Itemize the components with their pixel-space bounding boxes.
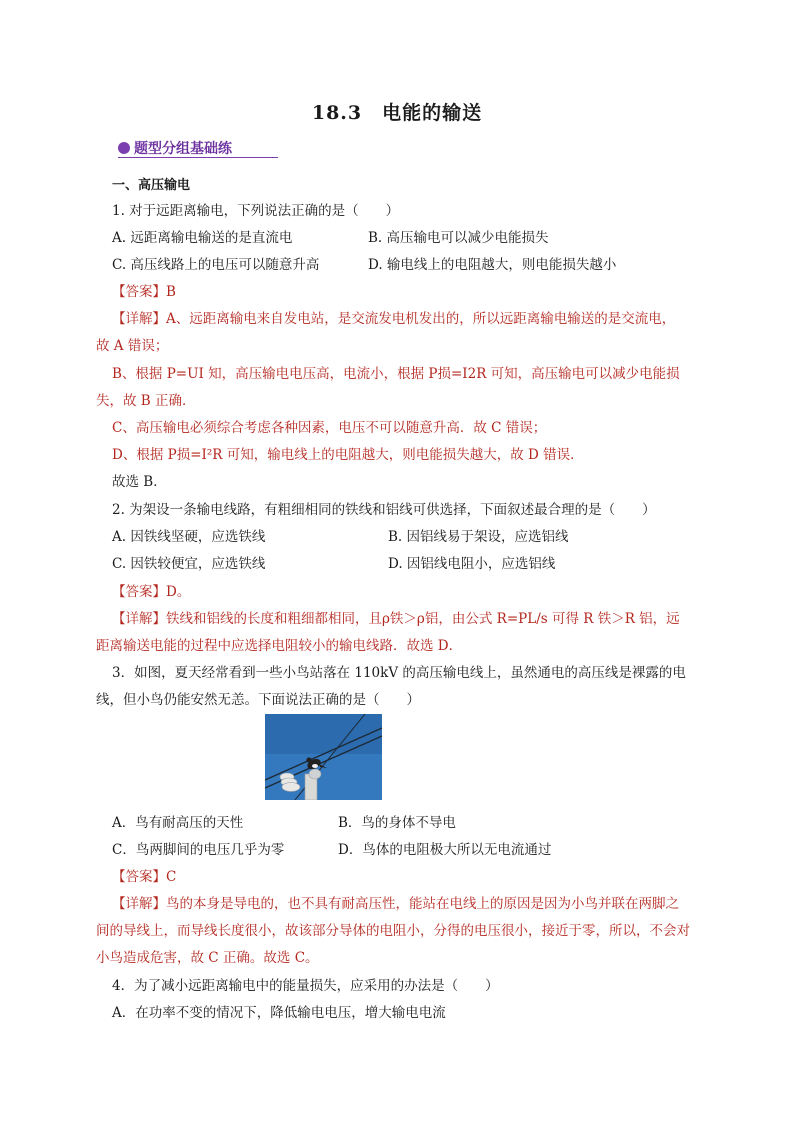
detail-tag: 【详解】 [112,611,166,627]
detail-text: 鸟的本身是导电的，也不具有耐高压性，能站在电线上的原因是因为小鸟并联在两脚之 [166,896,679,912]
q1-option-d: D. 输电线上的电阻越大，则电能损失越小 [368,257,617,273]
detail-text: A、远距离输电来自发电站，是交流发电机发出的，所以远距离输电输送的是交流电， [166,311,676,327]
answer-value: D。 [166,584,191,600]
detail-tag: 【详解】 [112,311,166,327]
q1-detail-line-7: 故选 B． [112,474,167,490]
section-tag-label: 题型分组基础练 [134,141,232,157]
q2-option-d: D. 因铝线电阻小，应选铝线 [388,556,556,572]
answer-value: C [166,869,177,885]
q3-stem-line-2: 线，但小鸟仍能安然无恙。下面说法正确的是（ ） [96,692,420,708]
answer-tag: 【答案】 [112,284,166,300]
q2-detail-line-1 [112,607,680,627]
q1-detail-line-4: 失，故 B 正确． [96,393,196,409]
q3-option-b: B．鸟的身体不导电 [338,815,456,831]
q1-stem: 1. 对于远距离输电，下列说法正确的是（ ） [112,203,400,219]
q1-detail-line-3: B、根据 P=UI 知，高压输电电压高，电流小，根据 P损=I2R 可知，高压输电可以减少电能损 [112,366,680,382]
q3-detail-line-1 [112,892,679,912]
section-underline [118,157,278,158]
q4-stem: 4．为了减小远距离输电中的能量损失，应采用的办法是（ ） [112,978,499,994]
subsection-heading: 一、高压输电 [112,178,191,193]
bullet-dot-icon [118,142,130,154]
detail-text: 铁线和铝线的长度和粗细都相同，且ρ铁＞ρ铝，由公式 R=ΡL/s 可得 R 铁＞R 铝，远 [166,611,680,627]
q1-detail-line-6: D、根据 P损=I²R 可知，输电线上的电阻越大，则电能损失越大，故 D 错误． [112,447,584,463]
page-title: 18.3 电能的输送 [311,102,483,124]
q1-detail-line-5: C、高压输电必须综合考虑各种因素，电压不可以随意升高．故 C 错误； [112,420,547,436]
q3-detail-line-3: 小鸟造成危害，故 C 正确。故选 C。 [96,950,319,966]
q2-detail-line-2: 距离输送电能的过程中应选择电阻较小的输电线路．故选 D． [96,638,463,654]
section-tag [118,138,232,158]
bird-on-power-line-photo [265,714,382,800]
q3-stem-line-1: 3．如图，夏天经常看到一些小鸟站落在 110kV 的高压输电线上，虽然通电的高压线是裸露的电 [112,665,686,681]
q1-option-a: A. 远距离输电输送的是直流电 [112,230,293,246]
q1-answer [112,280,176,300]
q3-option-c: C．鸟两脚间的电压几乎为零 [112,842,285,858]
bird-on-wire-image [265,714,382,800]
q3-detail-line-2: 间的导线上，而导线长度很小，故该部分导体的电阻小，分得的电压很小，接近于零，所以，不会对 [96,923,690,939]
q2-stem: 2. 为架设一条输电线路，有粗细相同的铁线和铝线可供选择，下面叙述最合理的是（ ） [112,502,656,518]
answer-tag: 【答案】 [112,869,166,885]
q1-detail-line-1 [112,307,675,327]
q4-option-a: A．在功率不变的情况下，降低输电电压，增大输电电流 [112,1005,446,1021]
q2-option-b: B. 因铝线易于架设，应选铝线 [388,529,569,545]
q2-option-a: A. 因铁线坚硬，应选铁线 [112,529,266,545]
q1-option-c: C. 高压线路上的电压可以随意升高 [112,257,320,273]
q2-answer [112,580,190,600]
q3-answer [112,865,176,885]
q1-option-b: B. 高压输电可以减少电能损失 [368,230,549,246]
q2-option-c: C. 因铁较便宜，应选铁线 [112,556,266,572]
detail-tag: 【详解】 [112,896,166,912]
q3-option-a: A．鸟有耐高压的天性 [112,815,244,831]
answer-tag: 【答案】 [112,584,166,600]
q1-detail-line-2: 故 A 错误； [96,338,169,354]
answer-value: B [166,284,176,300]
q3-option-d: D．鸟体的电阻极大所以无电流通过 [338,842,552,858]
